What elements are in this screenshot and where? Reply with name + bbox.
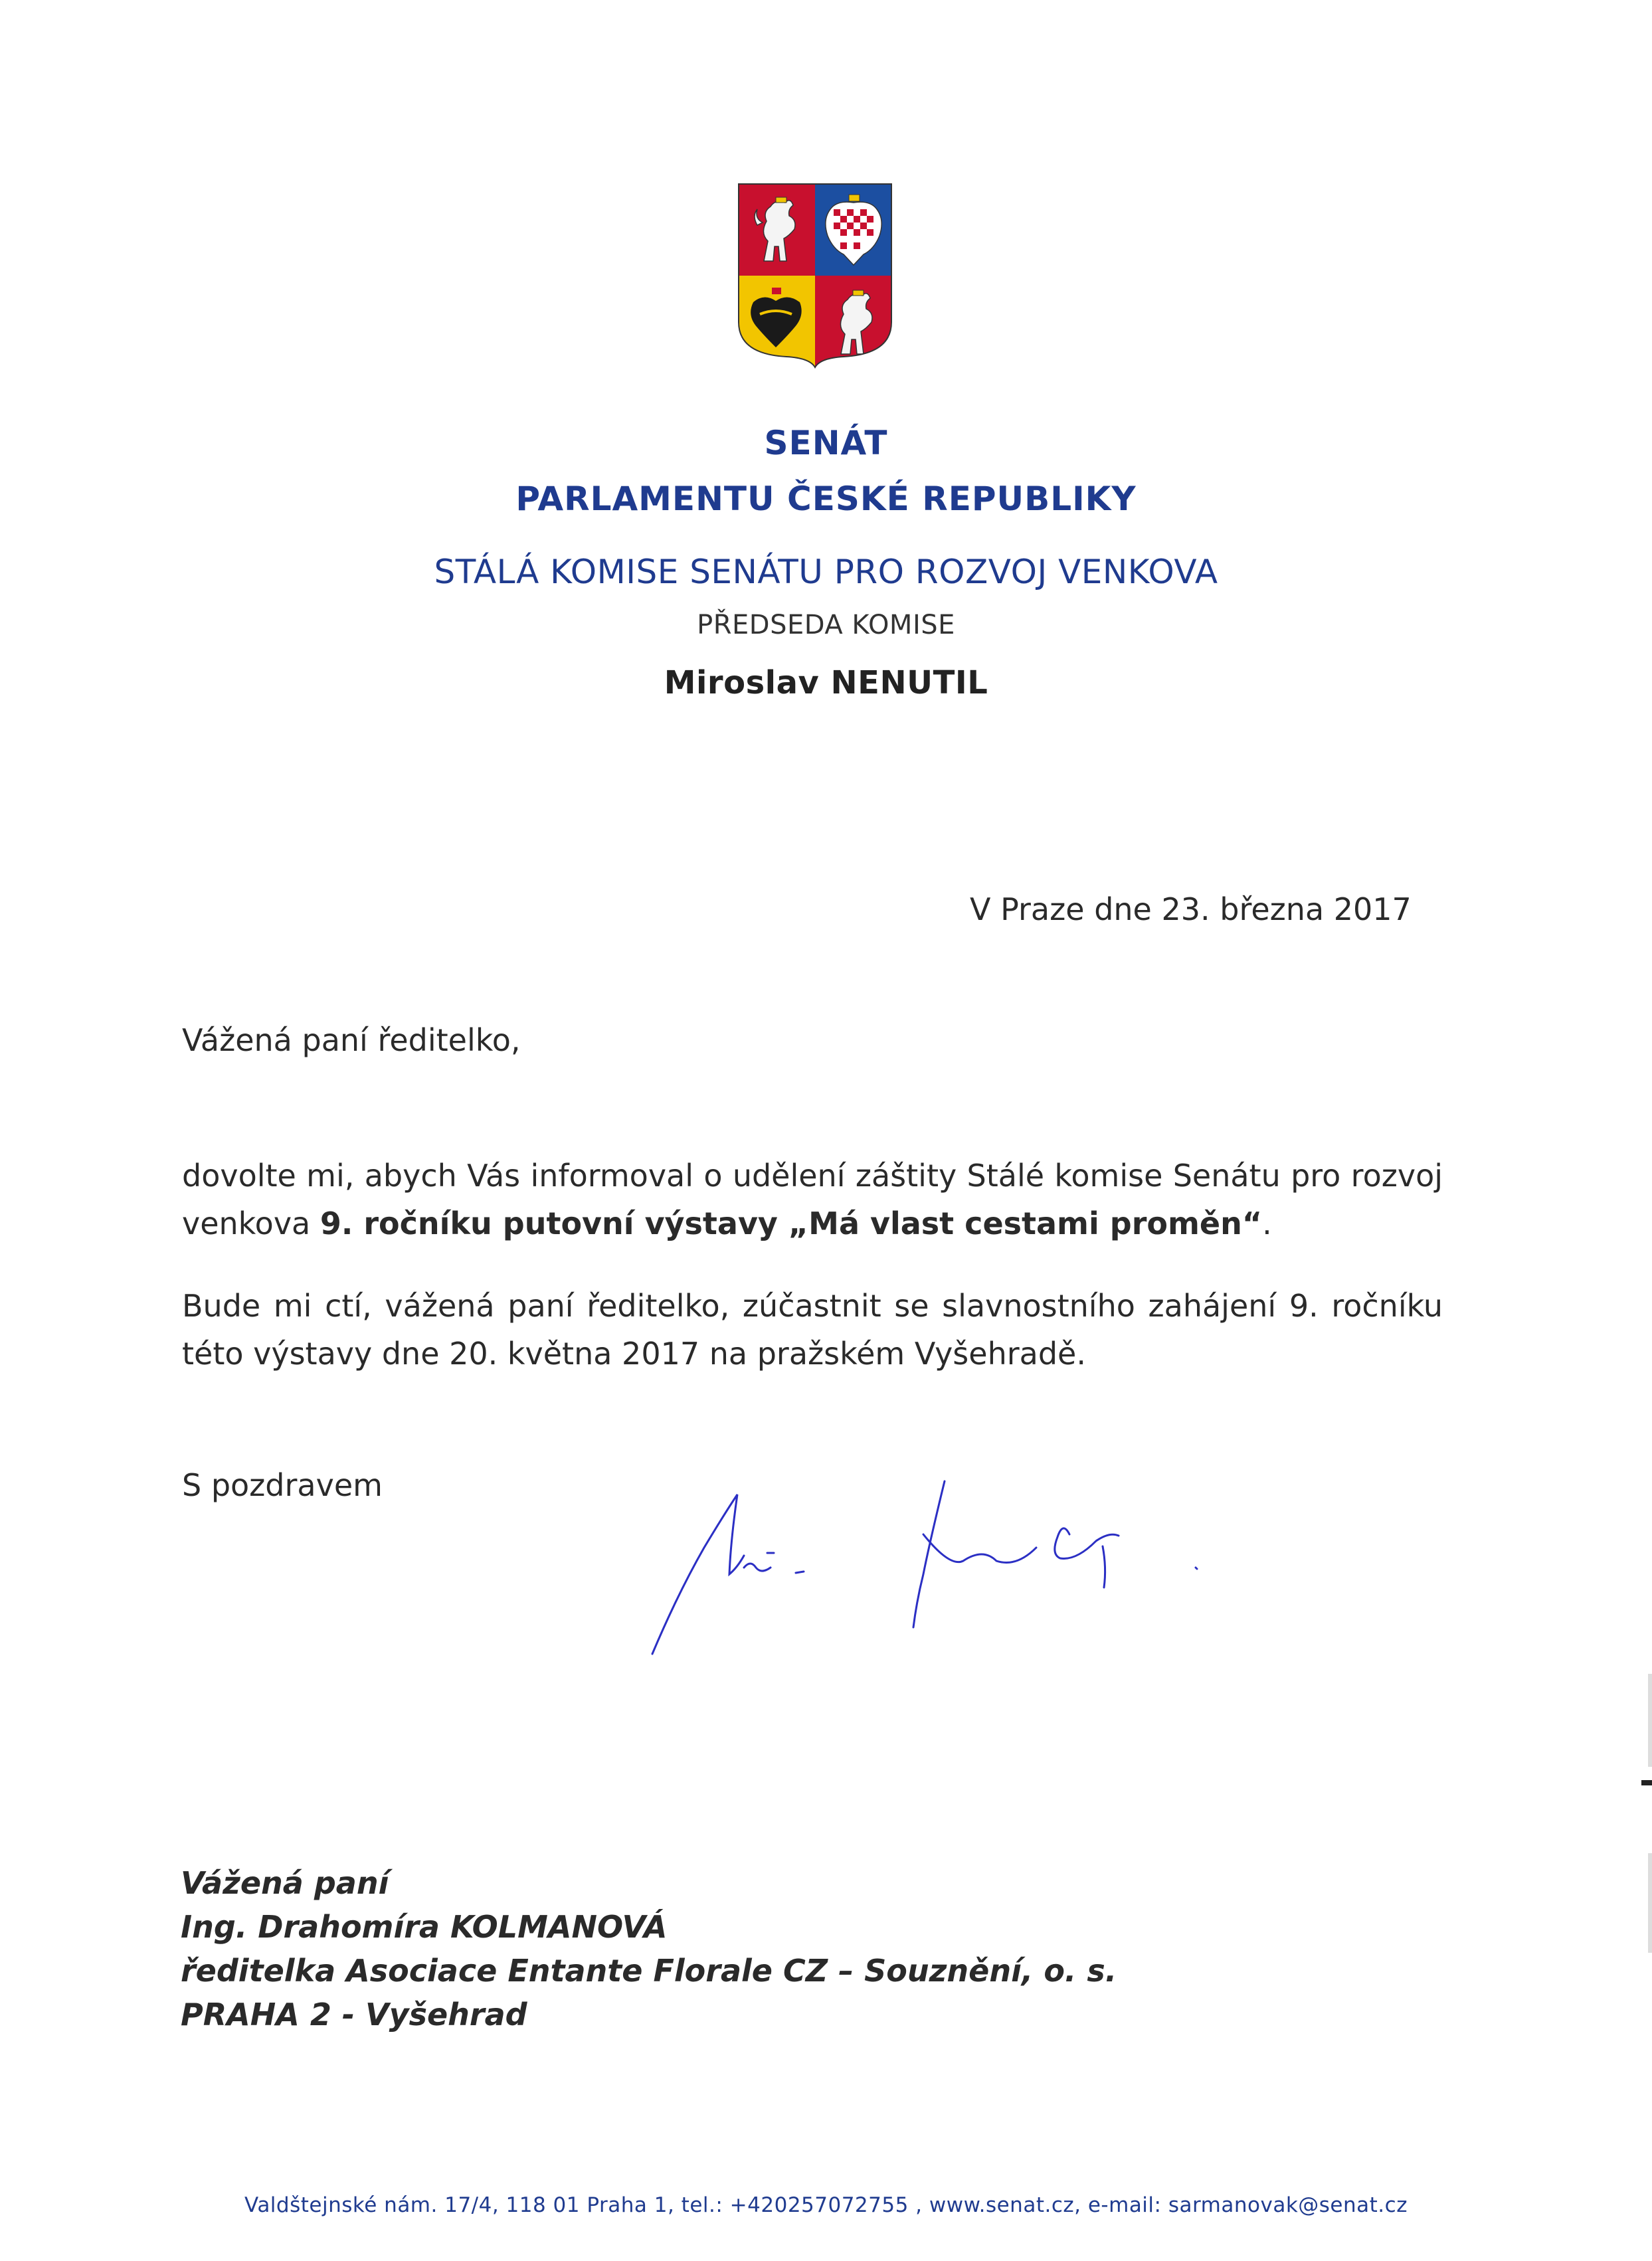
closing-greeting: S pozdravem bbox=[182, 1467, 383, 1503]
chairman-name: Miroslav NENUTIL bbox=[664, 664, 988, 701]
institution-title: SENÁT bbox=[764, 424, 888, 462]
salutation: Vážená paní ředitelko, bbox=[182, 1022, 521, 1058]
addressee-line-1: Vážená paní bbox=[181, 1865, 389, 1901]
addressee-block bbox=[181, 1861, 1117, 2036]
coat-of-arms-icon bbox=[737, 183, 893, 369]
committee-title: STÁLÁ KOMISE SENÁTU PRO ROZVOJ VENKOVA bbox=[434, 553, 1218, 591]
paragraph-2: Bude mi ctí, vážená paní ředitelko, zúčastnit se slavnostního zahájení 9. ročníku této výstavy dne 20. května 2017 na pražském Vyšehradě. bbox=[182, 1288, 1443, 1372]
signature bbox=[638, 1468, 1202, 1680]
paragraph-1-bold: 9. ročníku putovní výstavy „Má vlast cestami proměn“ bbox=[320, 1206, 1263, 1241]
scan-edge-shadow bbox=[1648, 1853, 1652, 1953]
scan-edge-shadow bbox=[1648, 1674, 1652, 1767]
addressee-line-2: Ing. Drahomíra KOLMANOVÁ bbox=[181, 1909, 668, 1945]
addressee-line-4: PRAHA 2 - Vyšehrad bbox=[181, 1997, 527, 2033]
parliament-title: PARLAMENTU ČESKÉ REPUBLIKY bbox=[515, 480, 1137, 518]
paragraph-1 bbox=[182, 1152, 1443, 1247]
paragraph-1-end: . bbox=[1262, 1206, 1272, 1241]
paragraph-1-text: dovolte mi, abych Vás informoval o udělení záštity Stálé komise Senátu pro rozvoj venkova bbox=[182, 1158, 1443, 1241]
date-line: V Praze dne 23. března 2017 bbox=[970, 891, 1412, 927]
scan-edge-mark bbox=[1641, 1780, 1652, 1785]
role-title: PŘEDSEDA KOMISE bbox=[697, 610, 955, 640]
addressee-line-3: ředitelka Asociace Entante Florale CZ – Souznění, o. s. bbox=[181, 1953, 1117, 1989]
footer-contact: Valdštejnské nám. 17/4, 118 01 Praha 1, tel.: +420257072755 , www.senat.cz, e-mail: sarmanovak@senat.cz bbox=[244, 2193, 1408, 2217]
